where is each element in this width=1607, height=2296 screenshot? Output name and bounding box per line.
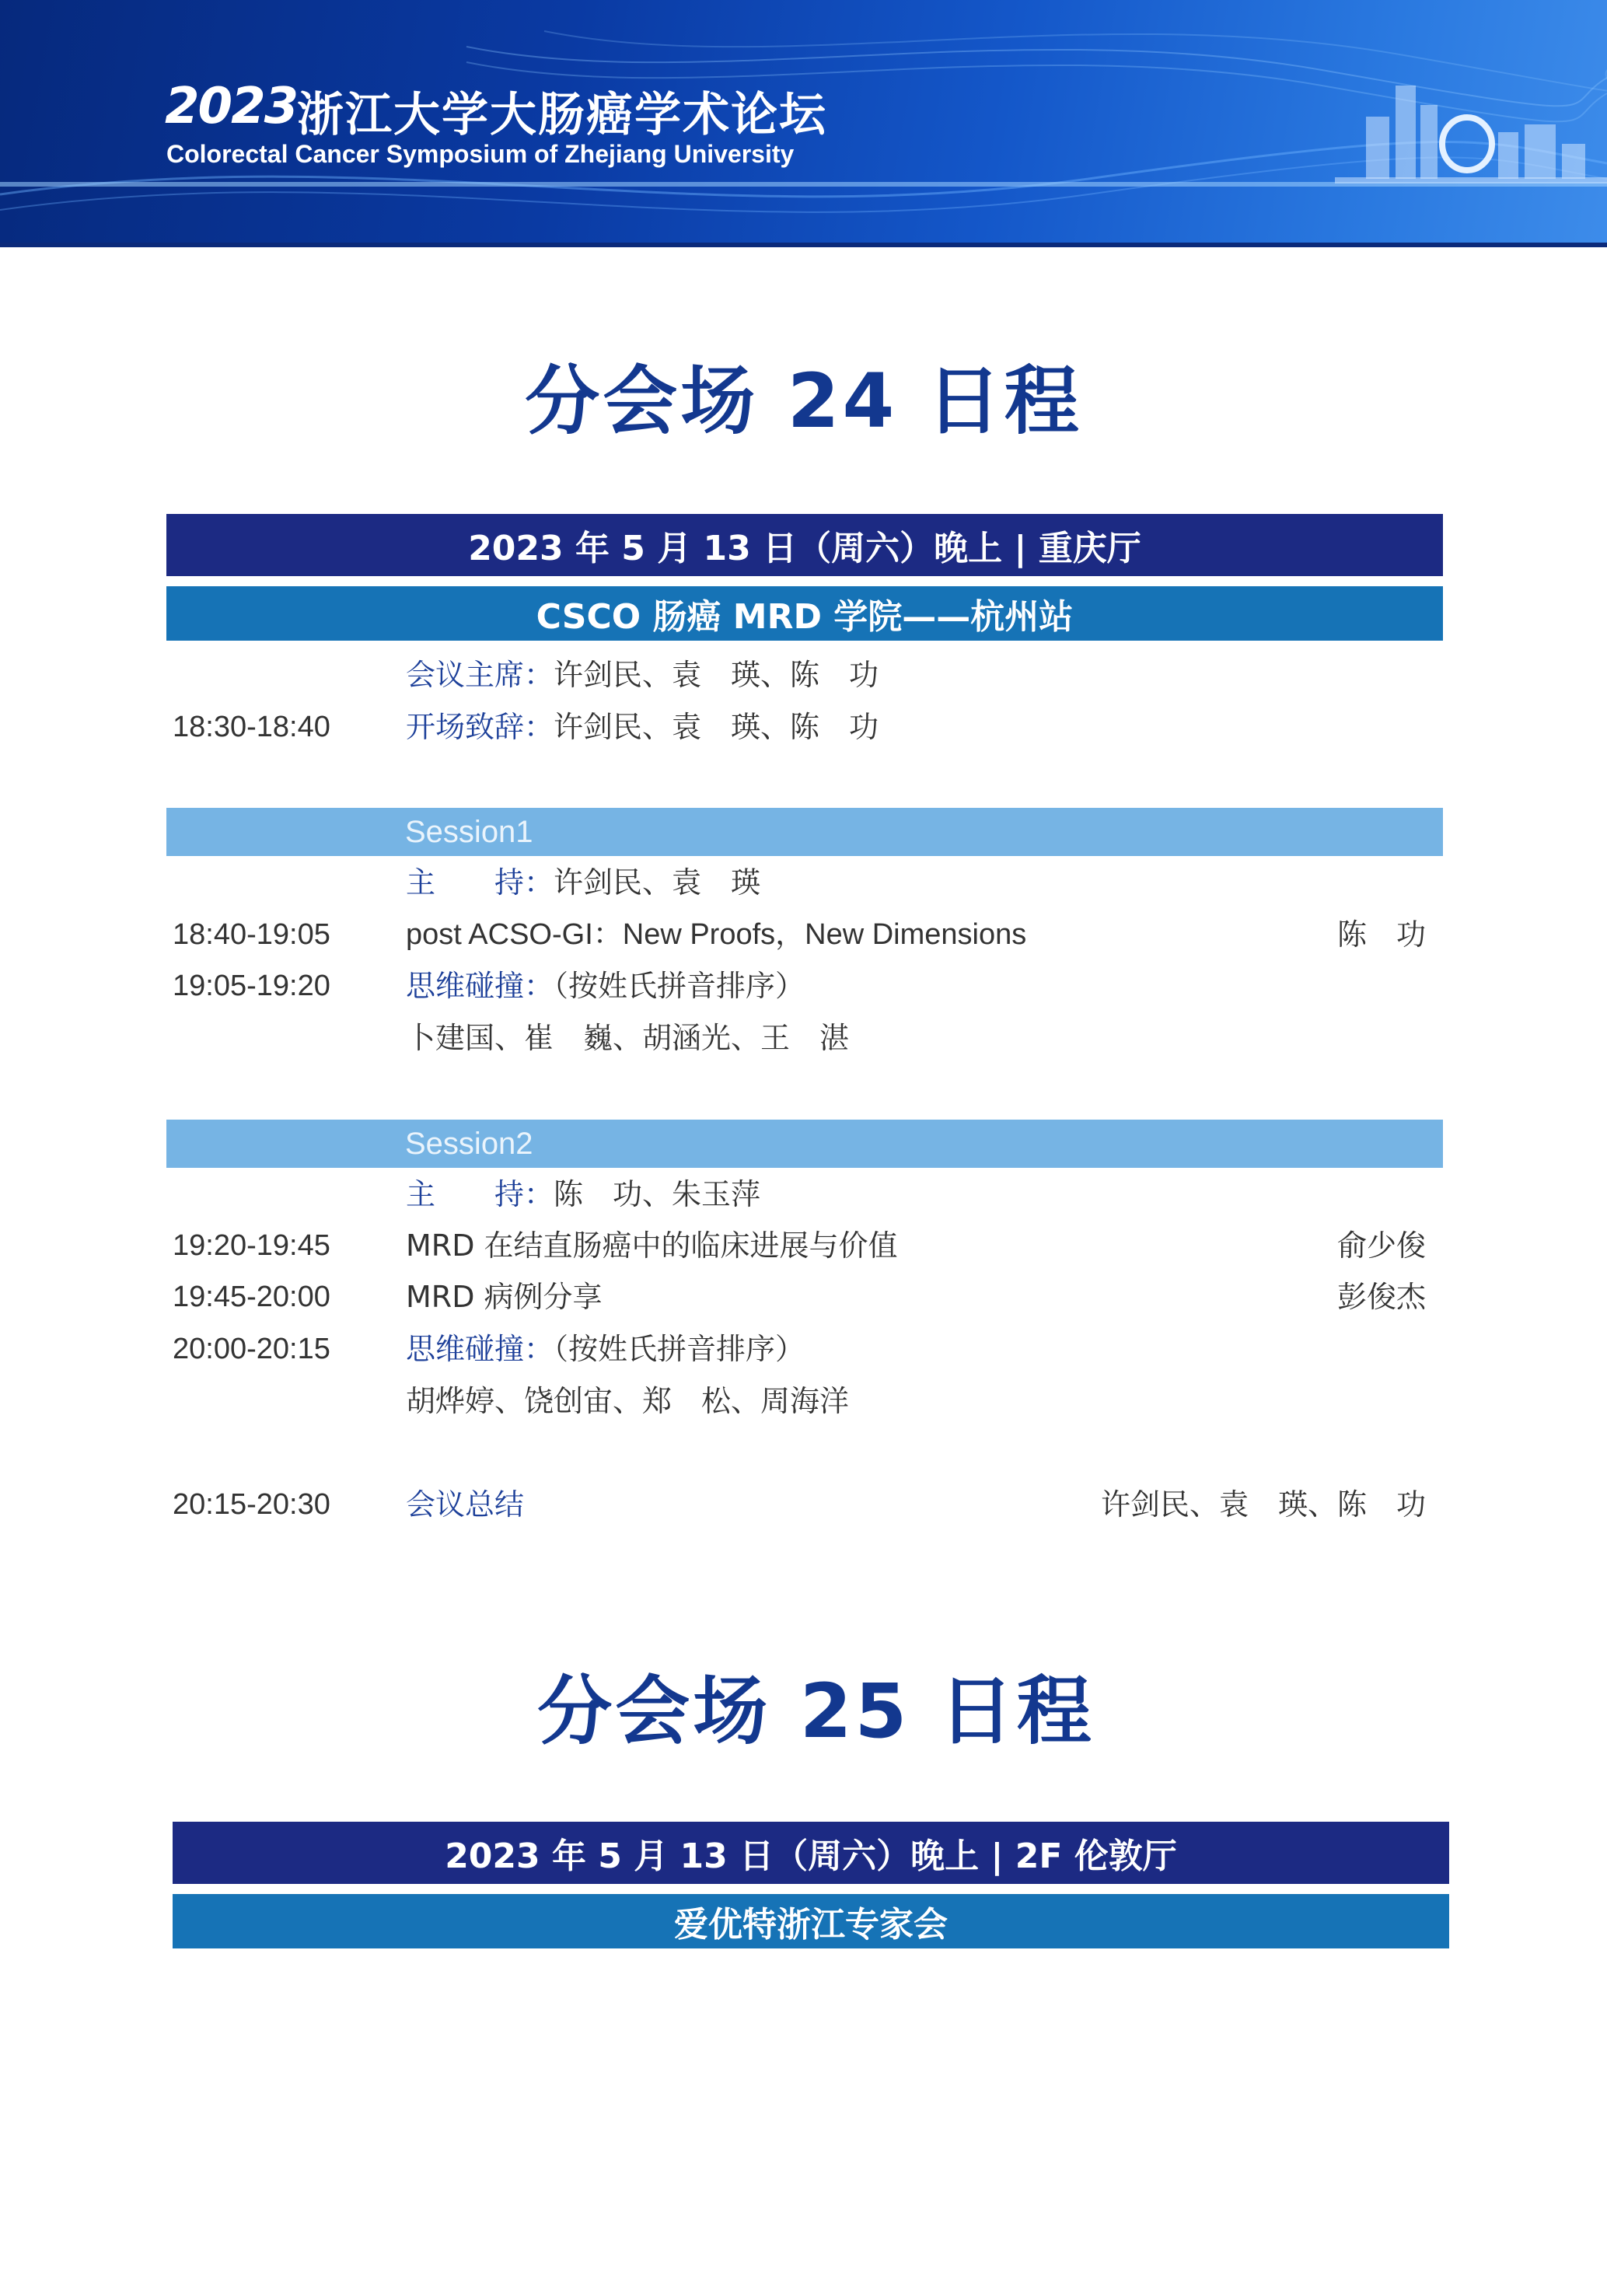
agenda-row [0,1222,1607,1269]
agenda-row [0,911,1607,958]
section25-topic-bar: 爱优特浙江专家会 [173,1894,1449,1948]
row-speaker: 许剑民、袁 瑛、陈 功 [1100,1487,1426,1522]
section24-heading: 分会场 24 日程 [525,358,1082,445]
chair-names: 许剑民、袁 瑛 [554,865,761,900]
row-topic: MRD 在结直肠癌中的临床进展与价值 [406,1228,898,1263]
row-speaker: 陈 功 [1336,917,1426,952]
section24-topic-bar: CSCO 肠癌 MRD 学院——杭州站 [166,586,1443,641]
header-banner [0,0,1607,247]
row-time: 19:45-20:00 [173,1281,330,1313]
agenda-row [0,1274,1607,1320]
session2-chair-row [0,1171,1607,1218]
row-time: 18:40-19:05 [173,918,330,951]
banner-year: 2023 [165,78,298,135]
discussion-row [0,1326,1607,1372]
row-label [406,704,879,750]
section24-date-bar: 2023 年 5 月 13 日（周六）晚上 | 重庆厅 [166,514,1443,576]
section25-heading: 分会场 25 日程 [537,1668,1095,1755]
closing-row [0,1481,1607,1528]
banner-title-en: Colorectal Cancer Symposium of Zhejiang University [166,140,795,168]
session1-bar: Session1 [166,808,1443,856]
agenda-row [0,704,1607,750]
section25-date-bar: 2023 年 5 月 13 日（周六）晚上 | 2F 伦敦厅 [173,1822,1449,1884]
discussion-label-text: 思维碰撞： [406,969,554,1003]
row-speaker: 俞少俊 [1336,1228,1426,1263]
row-time: 19:20-19:45 [173,1229,330,1262]
row-names: 许剑民、袁 瑛、陈 功 [554,710,879,744]
row-topic: post ACSO-GI：New Proofs，New Dimensions [406,918,1027,951]
discussion-label [406,963,805,1009]
discussion-names: 卜建国、崔 巍、胡涵光、王 湛 [406,1021,850,1055]
session2-bar: Session2 [166,1120,1443,1168]
row-label-text: 开场致辞： [406,710,554,744]
chair-label-text: 主 持： [406,1177,554,1211]
banner-title-cn: 浙江大学大肠癌学术论坛 [297,88,827,142]
row-time: 20:15-20:30 [173,1488,330,1521]
discussion-label-text: 思维碰撞： [406,1332,554,1366]
row-time: 20:00-20:15 [173,1333,330,1365]
chair-label [406,1171,760,1218]
row-label-text: 会议主席： [406,658,554,692]
discussion-names-row [0,1015,1607,1061]
city-skyline-icon [1335,70,1607,187]
discussion-names-row [0,1378,1607,1424]
row-names: 许剑民、袁 瑛、陈 功 [554,658,879,692]
chair-names: 陈 功、朱玉萍 [554,1177,761,1211]
row-time: 18:30-18:40 [173,711,330,743]
row-speaker: 彭俊杰 [1336,1280,1426,1314]
row-topic: MRD 病例分享 [406,1280,603,1314]
agenda-row [0,652,1607,698]
discussion-names: 胡烨婷、饶创宙、郑 松、周海洋 [406,1384,850,1418]
closing-label: 会议总结 [406,1487,525,1522]
row-time: 19:05-19:20 [173,970,330,1002]
chair-label-text: 主 持： [406,865,554,900]
discussion-row [0,963,1607,1009]
row-label [406,652,879,698]
session1-chair-row [0,859,1607,906]
discussion-label [406,1326,805,1372]
discussion-note: （按姓氏拼音排序） [554,1332,805,1366]
chair-label [406,859,760,906]
discussion-note: （按姓氏拼音排序） [554,969,805,1003]
